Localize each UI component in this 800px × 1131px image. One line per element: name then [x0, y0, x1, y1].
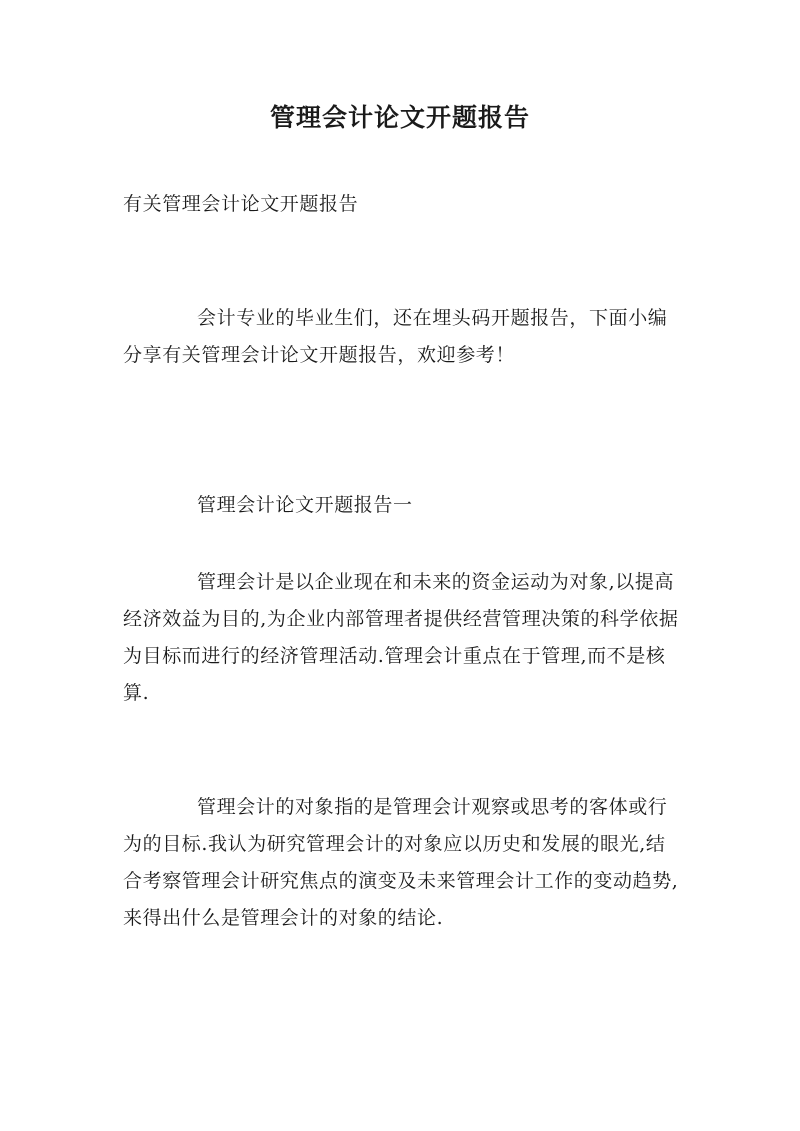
section-heading: 管理会计论文开题报告一 [197, 494, 413, 516]
document-subtitle: 有关管理会计论文开题报告 [123, 193, 359, 215]
document-title: 管理会计论文开题报告 [269, 103, 530, 132]
body-paragraph: 管理会计是以企业现在和未来的资金运动为对象,以提高经济效益为目的,为企业内部管理者提供经营管理决策的科学依据为目标而进行的经济管理活动.管理会计重点在于管理,而不是核算. [123, 571, 679, 704]
intro-paragraph: 会计专业的毕业生们，还在埋头码开题报告，下面小编分享有关管理会计论文开题报告，欢迎参考！ [123, 307, 668, 366]
body-paragraph: 管理会计的对象指的是管理会计观察或思考的客体或行为的目标.我认为研究管理会计的对象应以历史和发展的眼光,结合考察管理会计研究焦点的演变及未来管理会计工作的变动趋势,来得出什么是管理会计的对象的结论. [123, 796, 679, 929]
